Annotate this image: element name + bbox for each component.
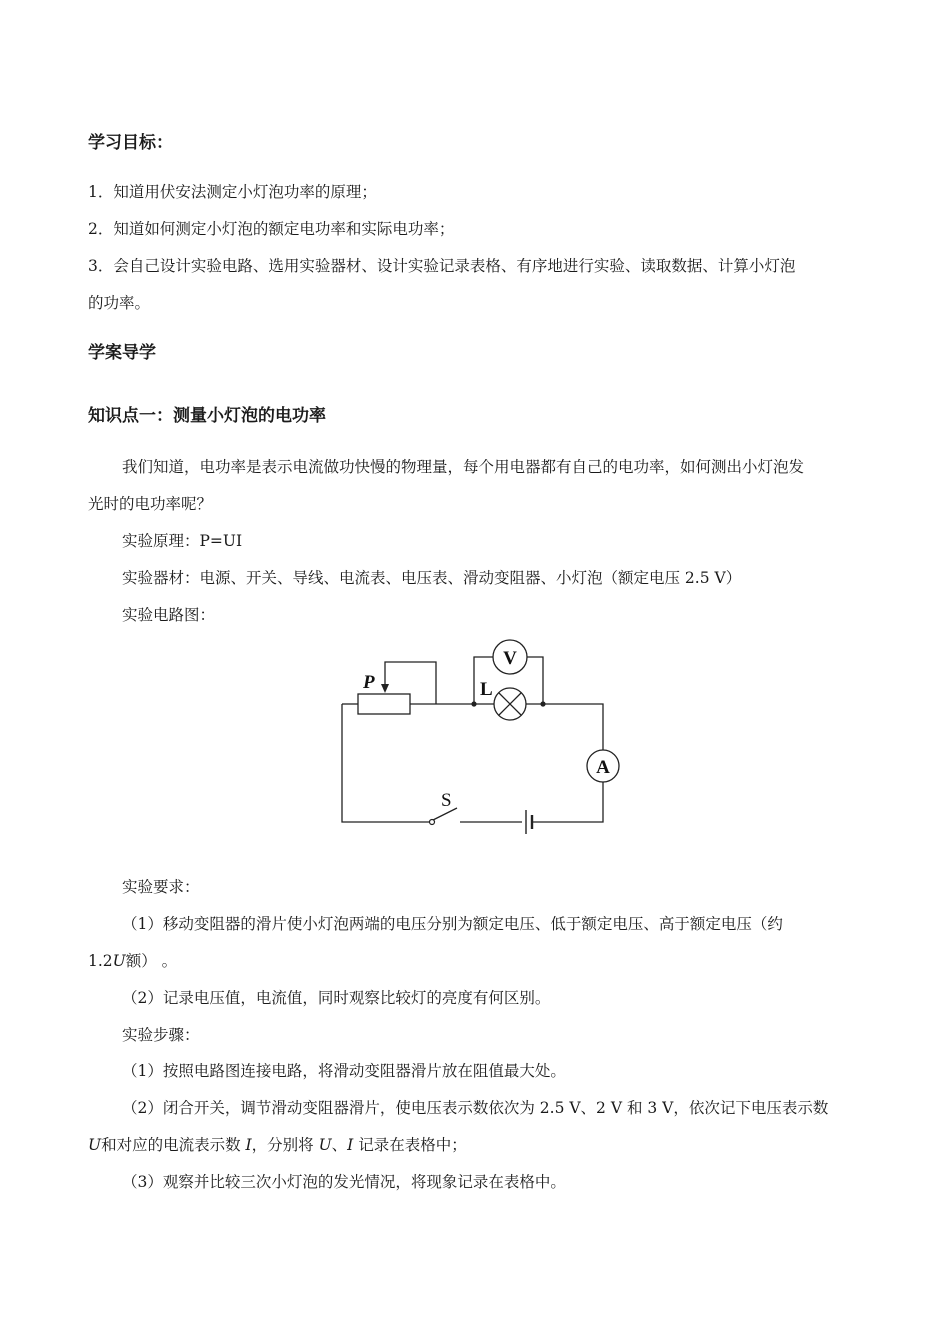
objectives-heading: 学习目标： xyxy=(88,133,173,153)
intro-line-2: 光时的电功率呢？ xyxy=(88,495,213,513)
steps-heading: 实验步骤： xyxy=(122,1026,200,1044)
lamp-label: L xyxy=(480,679,493,700)
step-2-line-2 xyxy=(88,1135,467,1155)
step-2-line-1: （2）闭合开关，调节滑动变阻器滑片，使电压表示数依次为 2.5 V、2 V 和 3 V，依次记下电压表示数 xyxy=(122,1099,829,1117)
requirements-heading: 实验要求： xyxy=(122,878,200,896)
requirement-1-line-1: （1）移动变阻器的滑片使小灯泡两端的电压分别为额定电压、低于额定电压、高于额定电压（约 xyxy=(122,915,783,933)
circuit-diagram xyxy=(320,632,650,842)
switch-label: S xyxy=(441,790,452,811)
text-run: 、 xyxy=(331,1136,348,1154)
text-run: 额） 。 xyxy=(125,952,178,970)
step-1: （1）按照电路图连接电路，将滑动变阻器滑片放在阻值最大处。 xyxy=(122,1062,566,1080)
voltmeter-label: V xyxy=(503,648,517,669)
diagram-label: 实验电路图： xyxy=(122,606,216,624)
symbol-u: U xyxy=(318,1136,332,1154)
wire-right xyxy=(543,704,603,750)
objective-item-1: 1．知道用伏安法测定小灯泡功率的原理； xyxy=(88,183,377,201)
switch-contact xyxy=(430,820,435,825)
text-run: 1.2 xyxy=(88,952,113,970)
requirement-2: （2）记录电压值，电流值，同时观察比较灯的亮度有何区别。 xyxy=(122,989,551,1007)
text-run: 记录在表格中； xyxy=(353,1136,467,1154)
text-run: ，分别将 xyxy=(251,1136,319,1154)
text-run: 和对应的电流表示数 xyxy=(101,1136,246,1154)
objective-item-3: 3．会自己设计实验电路、选用实验器材、设计实验记录表格、有序地进行实验、读取数据、计算小灯泡 xyxy=(88,257,796,275)
requirement-1-line-2 xyxy=(88,951,177,971)
knowledge-heading: 知识点一：测量小灯泡的电功率 xyxy=(88,406,326,426)
wire-battery-right xyxy=(532,782,603,822)
junction-dot-left xyxy=(471,701,476,706)
junction-dot-right xyxy=(540,701,545,706)
symbol-i: I xyxy=(245,1136,252,1154)
slider-label: P xyxy=(363,672,375,693)
principle-line: 实验原理：P=UI xyxy=(122,532,243,550)
guide-heading: 学案导学 xyxy=(88,343,156,363)
objective-item-3-cont: 的功率。 xyxy=(88,294,151,312)
step-3: （3）观察并比较三次小灯泡的发光情况，将现象记录在表格中。 xyxy=(122,1173,566,1191)
ammeter-label: A xyxy=(596,757,610,778)
symbol-u: U xyxy=(112,952,126,970)
rheostat xyxy=(358,694,410,714)
wire-left xyxy=(342,704,430,822)
symbol-i: I xyxy=(347,1136,354,1154)
slider-arrow xyxy=(381,684,389,693)
objective-item-2: 2．知道如何测定小灯泡的额定电功率和实际电功率； xyxy=(88,220,455,238)
equipment-line: 实验器材：电源、开关、导线、电流表、电压表、滑动变阻器、小灯泡（额定电压 2.5 V） xyxy=(122,569,742,587)
intro-line-1: 我们知道，电功率是表示电流做功快慢的物理量，每个用电器都有自己的电功率，如何测出小灯泡发 xyxy=(122,458,805,476)
symbol-u: U xyxy=(88,1136,102,1154)
